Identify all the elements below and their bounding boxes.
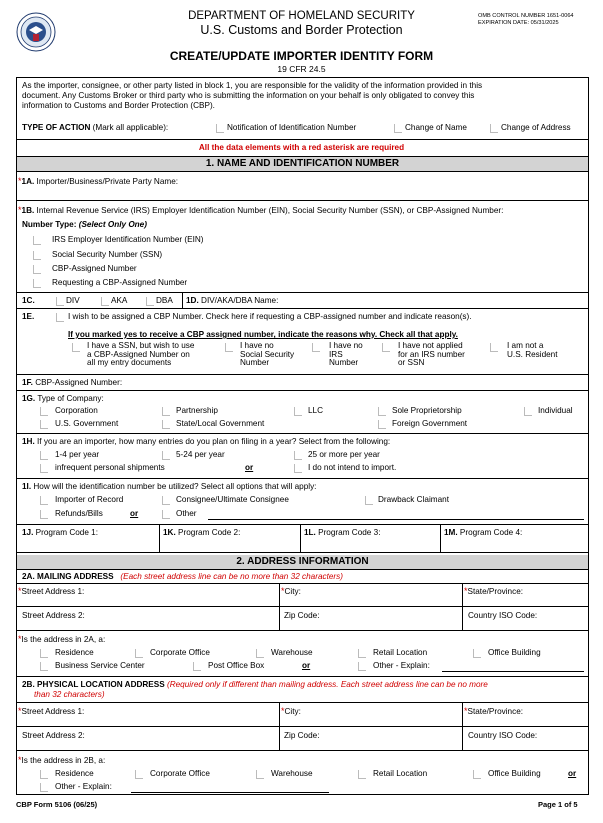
field-1e-number: 1E. [22,312,35,321]
is-address-2b-text: Is the address in 2B, a: [21,756,106,765]
reason-text: I am not a [507,341,544,350]
number-type-title: Number Type: [22,220,79,229]
street-1-text: Street Address 1: [21,707,85,716]
program-code-text: Program Code 1: [33,528,99,537]
company-corporation[interactable]: Corporation [55,406,98,415]
field-1f-label [22,378,122,388]
checkbox[interactable] [358,662,366,671]
is-address-2a-label: *Is the address in 2A, a: [18,634,106,644]
usage-importer-of-record[interactable]: Importer of Record [55,495,124,504]
checkbox[interactable] [162,420,170,429]
mailing-zip-label: Zip Code: [284,611,320,620]
type-of-action-title: TYPE OF ACTION [22,123,91,132]
form-number: CBP Form 5106 (06/25) [16,800,98,809]
physical-street-2-label: Street Address 2: [22,731,85,740]
addr-a-warehouse[interactable]: Warehouse [271,648,313,657]
section-2-header: 2. ADDRESS INFORMATION [17,555,588,569]
cfr-reference: 19 CFR 24.5 [277,64,326,74]
option-div[interactable]: DIV [66,296,80,305]
city-text: City: [284,707,301,716]
type-of-action-hint: (Mark all applicable): [90,123,169,132]
field-1a-text: Importer/Business/Private Party Name: [34,177,179,186]
checkbox[interactable] [312,343,320,352]
company-foreign-government[interactable]: Foreign Government [392,419,468,428]
company-individual[interactable]: Individual [538,406,573,415]
field-1b-text: Internal Revenue Service (IRS) Employer Identification Number (EIN), Social Security Number (SSN), or CBP-Assigned Number: [34,206,504,215]
addr-b-retail-location[interactable]: Retail Location [373,769,428,778]
state-text: State/Province: [467,707,524,716]
company-us-government[interactable]: U.S. Government [55,419,119,428]
field-1e-text: I wish to be assigned a CBP Number. Check here if requesting a CBP-assigned number and indicate reason(s). [68,312,472,321]
reason-ssn-use-cbp[interactable] [87,342,194,368]
field-1f-number: 1F. [22,378,33,387]
entries-1-4[interactable]: 1-4 per year [55,450,100,459]
company-sole-proprietorship[interactable]: Sole Proprietorship [392,406,462,415]
checkbox[interactable] [40,496,48,505]
reason-text: IRS [329,349,343,359]
checkbox[interactable] [40,510,48,519]
usage-consignee[interactable]: Consignee/Ultimate Consignee [176,495,289,504]
number-type-ssn[interactable]: Social Security Number (SSN) [52,250,163,259]
checkbox[interactable] [40,420,48,429]
physical-zip-label: Zip Code: [284,731,320,740]
addr-a-po-box[interactable]: Post Office Box [208,661,265,670]
physical-country-label: Country ISO Code: [468,731,538,740]
entries-infrequent[interactable]: infrequent personal shipments [55,463,165,472]
reason-text: I have no [329,341,363,350]
checkbox[interactable] [365,496,373,505]
reason-text: for an IRS number [398,349,465,359]
usage-other-input[interactable] [208,519,584,520]
reason-no-irs[interactable] [329,342,363,368]
checkbox[interactable] [40,783,48,792]
mailing-state-label: *State/Province: [464,586,524,596]
checkbox[interactable] [40,649,48,658]
program-code-text: Program Code 2: [175,528,241,537]
checkbox[interactable] [146,297,154,306]
reason-no-ssn[interactable] [240,342,294,368]
field-1i-label [22,482,316,492]
addr-b-other-input[interactable] [131,792,329,793]
reason-text: Social Security [240,349,295,359]
field-1e-instruction: If you marked yes to receive a CBP assigned number, indicate the reasons why. Check all that apply. [68,330,458,339]
checkbox[interactable] [358,649,366,658]
reason-text: or SSN [398,358,425,368]
entries-none[interactable]: I do not intend to import. [308,463,397,472]
mailing-address-title [22,572,343,582]
checkbox[interactable] [162,451,170,460]
checkbox[interactable] [40,464,48,473]
checkbox[interactable] [40,451,48,460]
checkbox[interactable] [378,420,386,429]
program-code-number: 1J. [22,528,34,537]
checkbox[interactable] [135,770,143,779]
number-type-cbp[interactable]: CBP-Assigned Number [52,264,137,273]
mailing-city-label: *City: [281,586,301,596]
intro-line-2: document. Any Customs Broker or third party who is submitting the information on your behalf is only obligated to convey this [22,91,475,100]
company-state-local-government[interactable]: State/Local Government [176,419,265,428]
checkbox[interactable] [33,251,41,260]
field-1b-number: 1B. [21,206,35,215]
option-dba[interactable]: DBA [156,296,173,305]
addr-b-office-building[interactable]: Office Building [488,769,541,778]
physical-street-1-label: *Street Address 1: [18,706,85,716]
physical-title-text: 2B. PHYSICAL LOCATION ADDRESS [22,680,165,689]
field-1g-label [22,394,104,404]
state-text: State/Province: [467,587,524,596]
required-note: All the data elements with a red asterisk are required [198,143,405,152]
mailing-street-2-label: Street Address 2: [22,611,85,620]
omb-number: OMB CONTROL NUMBER 1651-0064 [478,13,574,19]
field-1a-number: 1A. [21,177,35,186]
option-aka[interactable]: AKA [111,296,128,305]
checkbox[interactable] [382,343,390,352]
physical-city-label: *City: [281,706,301,716]
addr-b-warehouse[interactable]: Warehouse [271,769,313,778]
reason-text: Number [240,358,270,368]
field-1h-text: If you are an importer, how many entries do you plan on filing in a year? Select from the following: [34,437,391,446]
field-1i-text: How will the identification number be utilized? Select all options that will apply: [31,482,317,491]
field-1c-number: 1C. [22,296,35,305]
checkbox[interactable] [256,770,264,779]
checkbox[interactable] [193,662,201,671]
or-label: or [245,463,254,472]
addr-b-corporate-office[interactable]: Corporate Office [150,769,210,778]
reason-text: I have not applied [398,341,463,350]
addr-a-other[interactable]: Other - Explain: [373,661,430,670]
checkbox[interactable] [524,407,532,416]
field-1h-label [22,437,390,447]
is-address-2b-label: *Is the address in 2B, a: [18,755,106,765]
checkbox[interactable] [56,313,64,322]
number-type-requesting[interactable]: Requesting a CBP-Assigned Number [52,278,188,287]
addr-a-office-building[interactable]: Office Building [488,648,541,657]
checkbox[interactable] [40,662,48,671]
program-code-number: 1L. [304,528,316,537]
checkbox[interactable] [162,496,170,505]
physical-address-title [22,680,488,690]
addr-a-corporate-office[interactable]: Corporate Office [150,648,210,657]
company-llc[interactable]: LLC [308,406,324,415]
entries-5-24[interactable]: 5-24 per year [176,450,225,459]
field-1d-number: 1D. [186,296,199,305]
field-1i-number: 1I. [22,482,32,491]
addr-a-other-input[interactable] [442,671,584,672]
mailing-country-label: Country ISO Code: [468,611,538,620]
field-1d-label [186,296,278,306]
field-1a-label: *1A. Importer/Business/Private Party Name: [18,176,179,186]
intro-line-3: information to Customs and Border Protection (CBP). [22,101,215,110]
department-name: DEPARTMENT OF HOMELAND SECURITY [188,10,415,22]
checkbox[interactable] [135,649,143,658]
reason-not-applied[interactable] [398,342,465,368]
program-code-number: 1M. [444,528,458,537]
expiration-date: EXPIRATION DATE: 05/31/2025 [478,20,559,26]
type-change-of-name[interactable]: Change of Name [405,123,467,132]
type-change-of-address[interactable]: Change of Address [501,123,571,132]
reason-text: Number [329,358,359,368]
is-address-2a-text: Is the address in 2A, a: [21,635,106,644]
checkbox[interactable] [162,510,170,519]
type-notification[interactable]: Notification of Identification Number [227,123,357,132]
omb-info [478,13,574,27]
entries-25-plus[interactable]: 25 or more per year [308,450,380,459]
intro-line-1: As the importer, consignee, or other party listed in block 1, you are responsible for the validity of the information provided in this [22,81,483,90]
checkbox[interactable] [72,343,80,352]
usage-other[interactable]: Other [176,509,197,518]
form-title: CREATE/UPDATE IMPORTER IDENTITY FORM [169,49,434,63]
or-label: or [130,509,139,518]
program-code-2-label [163,528,240,538]
reason-text: U.S. Resident [507,349,558,359]
physical-note-1: (Required only if different than mailing address. Each street address line can be no more [164,680,488,689]
or-label: or [568,769,577,778]
number-type-hint: (Select Only One) [78,220,147,229]
usage-refunds-bills[interactable]: Refunds/Bills [55,509,103,518]
checkbox[interactable] [256,649,264,658]
checkbox[interactable] [56,297,64,306]
company-partnership[interactable]: Partnership [176,406,218,415]
addr-b-other[interactable]: Other - Explain: [55,782,112,791]
field-1h-number: 1H. [22,437,35,446]
program-code-3-label [304,528,380,538]
program-code-1-label [22,528,98,538]
type-of-action-label [22,123,168,133]
mailing-street-1-label: *Street Address 1: [18,586,85,596]
addr-a-business-service-center[interactable]: Business Service Center [55,661,145,670]
reason-text: a CBP-Assigned Number on [87,349,190,359]
street-1-text: Street Address 1: [21,587,85,596]
program-code-text: Program Code 4: [457,528,523,537]
addr-b-residence[interactable]: Residence [55,769,94,778]
reason-text: I have no [240,341,274,350]
field-1b-label: *1B. Internal Revenue Service (IRS) Employer Identification Number (EIN), Social Security Number (SSN), or CBP-Assigned Number: [18,205,504,215]
or-label: or [302,661,311,670]
checkbox[interactable] [473,770,481,779]
mailing-note: (Each street address line can be no more than 32 characters) [120,572,343,581]
section-1-header: 1. NAME AND IDENTIFICATION NUMBER [17,157,588,171]
checkbox[interactable] [394,124,402,133]
checkbox[interactable] [225,343,233,352]
mailing-title-text: 2A. MAILING ADDRESS [22,572,114,581]
checkbox[interactable] [490,124,498,133]
checkbox[interactable] [294,464,302,473]
field-1d-text: DIV/AKA/DBA Name: [198,296,279,305]
program-code-4-label [444,528,522,538]
checkbox[interactable] [378,407,386,416]
page-number: Page 1 of 5 [538,800,578,809]
program-code-text: Program Code 3: [315,528,381,537]
checkbox[interactable] [294,451,302,460]
checkbox[interactable] [33,265,41,274]
checkbox[interactable] [358,770,366,779]
city-text: City: [284,587,301,596]
physical-note-2: than 32 characters) [34,690,105,699]
addr-a-retail-location[interactable]: Retail Location [373,648,428,657]
number-type-label [22,220,147,230]
checkbox[interactable] [33,279,41,288]
checkbox[interactable] [40,770,48,779]
addr-a-residence[interactable]: Residence [55,648,94,657]
program-code-number: 1K. [163,528,176,537]
field-1g-number: 1G. [22,394,36,403]
usage-drawback-claimant[interactable]: Drawback Claimant [378,495,449,504]
field-1g-text: Type of Company: [35,394,104,403]
checkbox[interactable] [216,124,224,133]
checkbox[interactable] [294,407,302,416]
number-type-ein[interactable]: IRS Employer Identification Number (EIN) [52,235,204,244]
checkbox[interactable] [40,407,48,416]
reason-text: all my entry documents [87,358,172,368]
agency-name: U.S. Customs and Border Protection [200,23,403,37]
field-1f-text: CBP-Assigned Number: [32,378,123,387]
physical-state-label: *State/Province: [464,706,524,716]
reason-text: I have a SSN, but wish to use [87,341,195,350]
checkbox[interactable] [33,236,41,245]
reason-not-us-resident[interactable] [507,342,558,359]
checkbox[interactable] [101,297,109,306]
checkbox[interactable] [162,407,170,416]
checkbox[interactable] [473,649,481,658]
checkbox[interactable] [490,343,498,352]
